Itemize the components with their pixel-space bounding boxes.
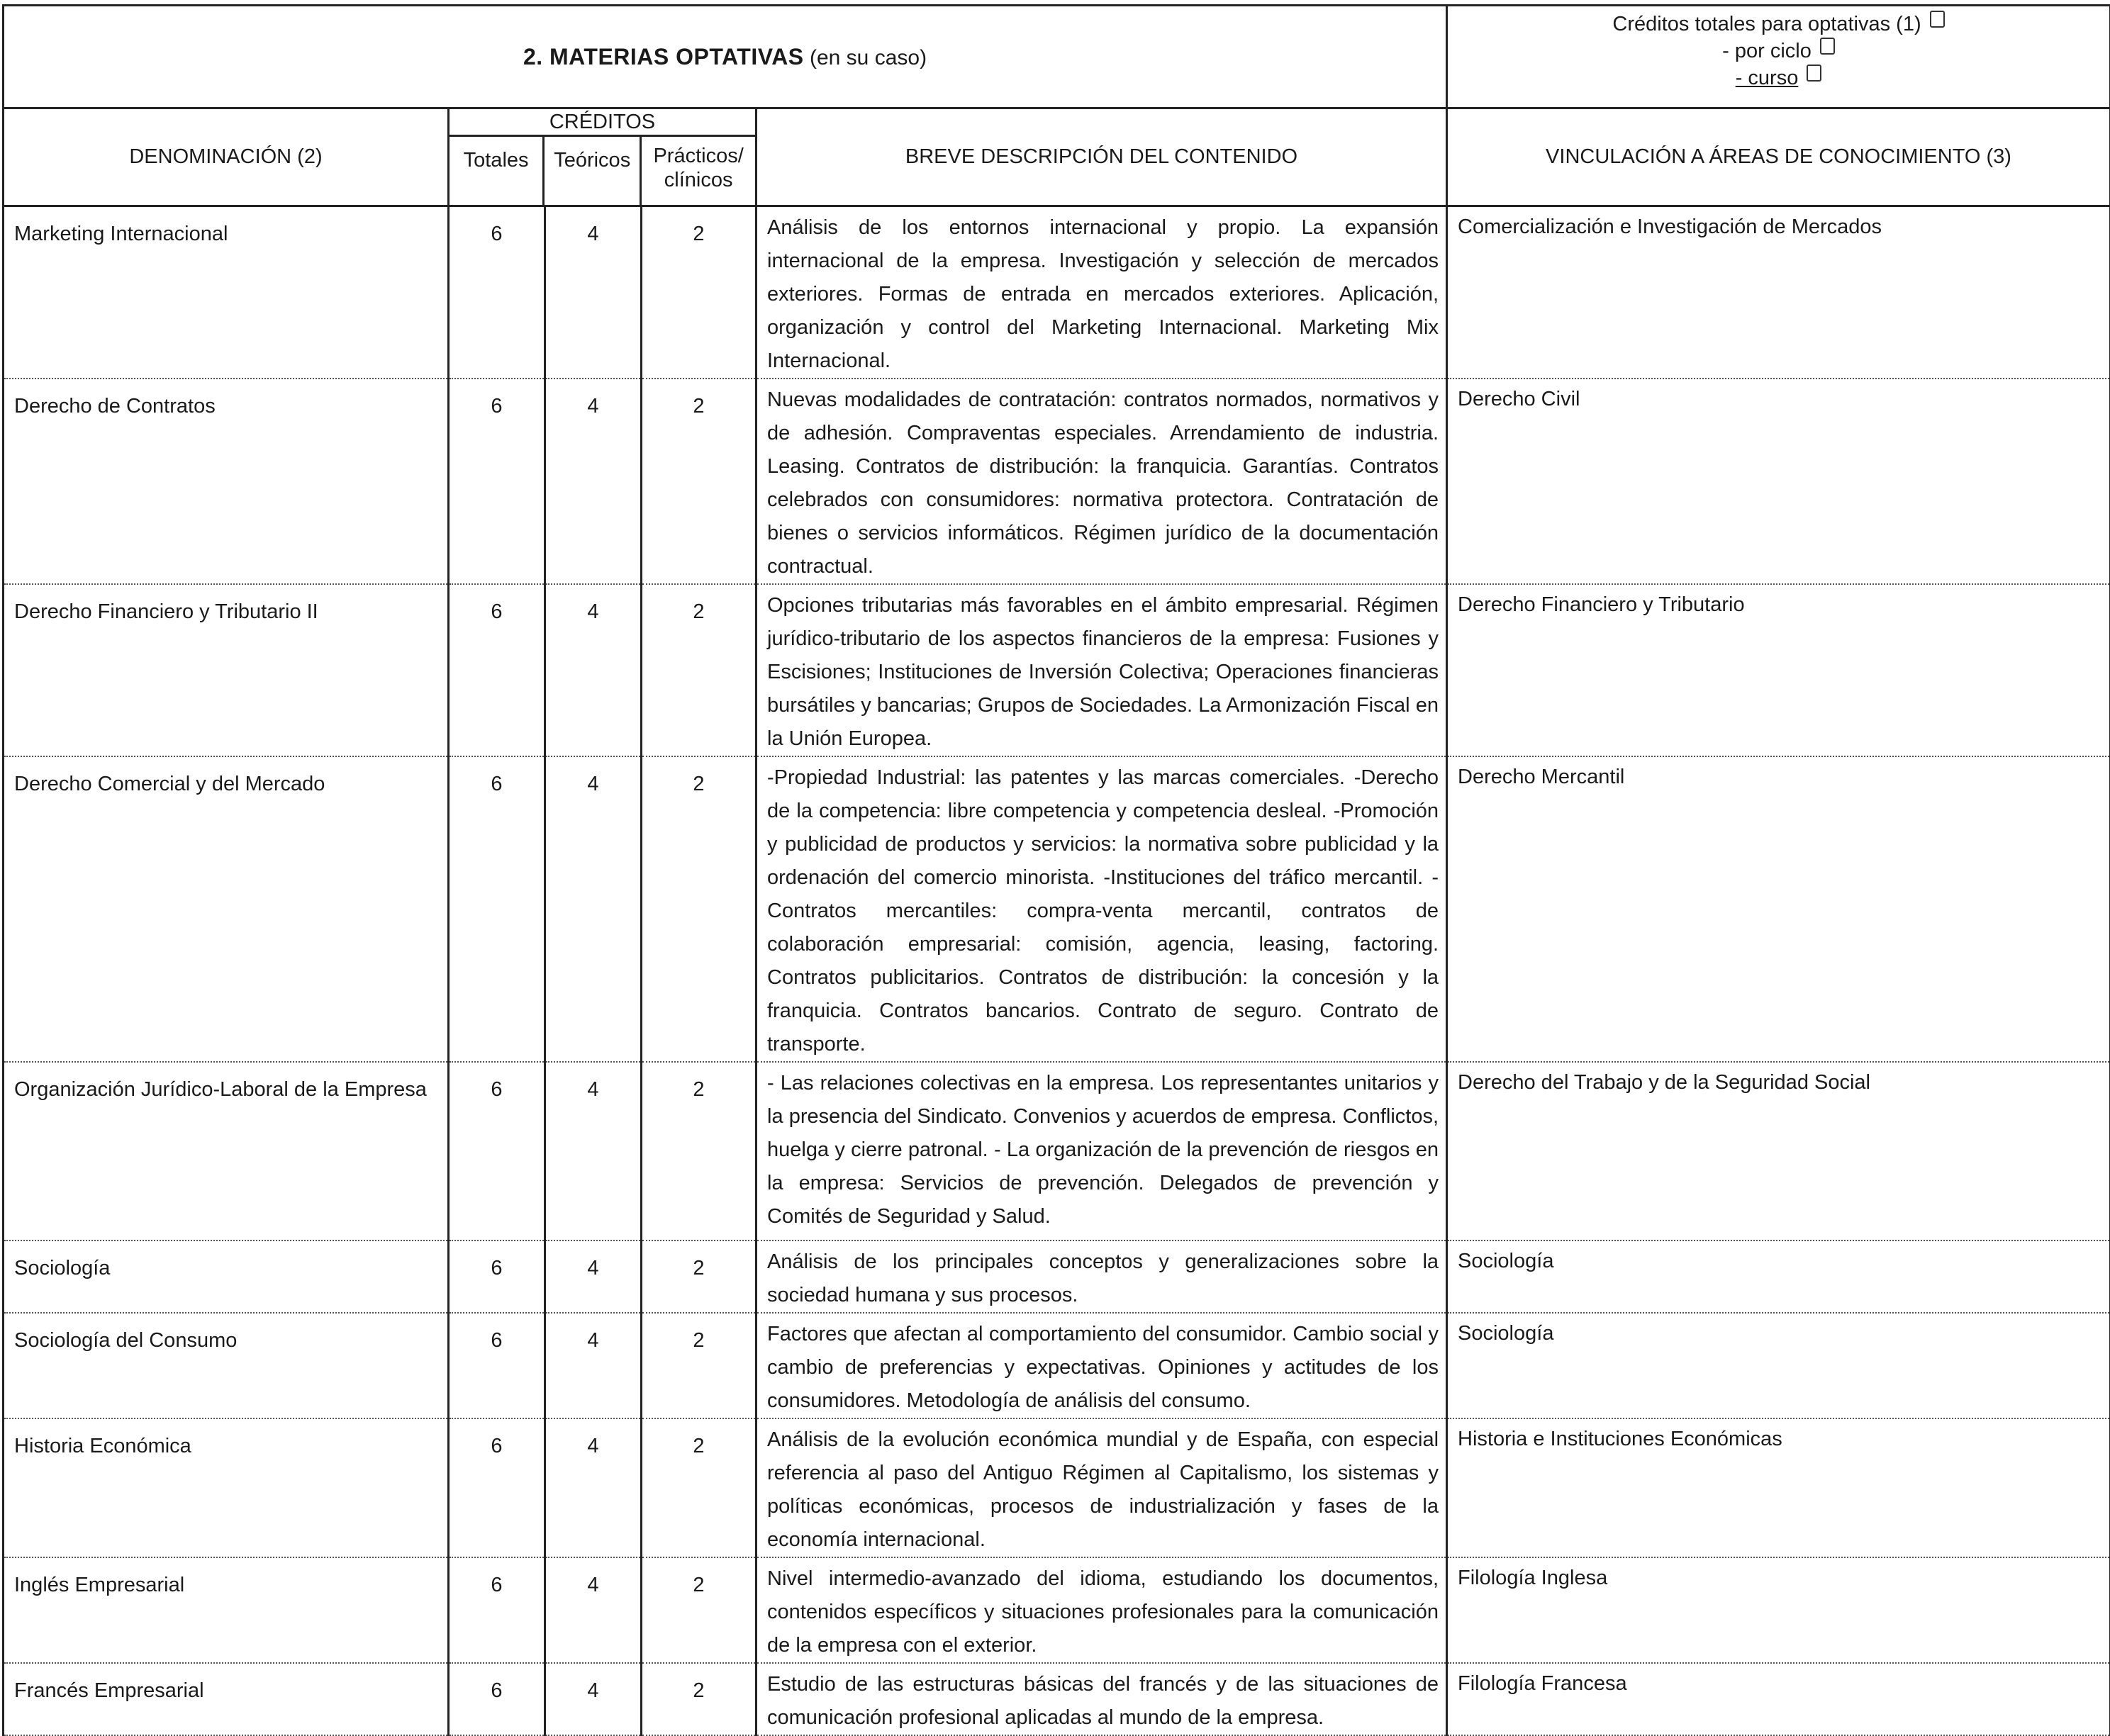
credits-teoricos: 4 (545, 756, 642, 1062)
subject-name: Organización Jurídico-Laboral de la Empresa (4, 1062, 449, 1241)
denominacion-header: DENOMINACIÓN (2) (4, 108, 449, 206)
credits-practicos: 2 (642, 1241, 757, 1313)
credits-teoricos: 4 (545, 584, 642, 756)
credits-practicos: 2 (642, 206, 757, 379)
credits-totales: 6 (449, 1663, 545, 1735)
table-row (4, 1241, 2110, 1313)
knowledge-area: Derecho Mercantil (1447, 756, 2110, 1062)
knowledge-area: Historia e Instituciones Económicas (1447, 1418, 2110, 1557)
subject-name: Francés Empresarial (4, 1663, 449, 1735)
credits-practicos: 2 (642, 756, 757, 1062)
section-title (4, 6, 1447, 108)
practicos-header: Prácticos/ clínicos (642, 137, 755, 205)
credits-practicos: 2 (642, 1557, 757, 1663)
credits-totales: 6 (449, 1418, 545, 1557)
credits-totales: 6 (449, 1062, 545, 1241)
credits-teoricos: 4 (545, 1418, 642, 1557)
knowledge-area: Sociología (1447, 1241, 2110, 1313)
subject-name: Inglés Empresarial (4, 1557, 449, 1663)
credits-practicos: 2 (642, 1062, 757, 1241)
credits-practicos: 2 (642, 1418, 757, 1557)
credits-total-label: Créditos totales para optativas (1) (1612, 13, 1921, 35)
descripcion-header: BREVE DESCRIPCIÓN DEL CONTENIDO (757, 108, 1447, 206)
credits-totales: 6 (449, 1313, 545, 1418)
credits-teoricos: 4 (545, 1557, 642, 1663)
subject-description: -Propiedad Industrial: las patentes y las marcas comerciales. -Derecho de la competencia: libre competencia y competencia desleal. -Promoción y publicidad de productos y servicios: la normativa sobre publicidad y la ordenación del comercio minorista. -Instituciones del tráfico mercantil. -Contratos mercantiles: compra-venta mercantil, contratos de colaboración empresarial: comisión, agencia, leasing, factoring. Contratos publicitarios. Contratos de distribución: la concesión y la franquicia. Contratos bancarios. Contrato de seguro. Contrato de transporte. (757, 756, 1447, 1062)
vinculacion-header: VINCULACIÓN A ÁREAS DE CONOCIMIENTO (3) (1447, 108, 2110, 206)
subject-description: Factores que afectan al comportamiento del consumidor. Cambio social y cambio de preferencias y expectativas. Opiniones y actitudes de los consumidores. Metodología de análisis del consumo. (757, 1313, 1447, 1418)
subject-description: Nuevas modalidades de contratación: contratos normados, normativos y de adhesión. Compraventas especiales. Arrendamiento de industria. Leasing. Contratos de distribución: la franquicia. Garantías. Contratos celebrados con consumidores: normativa protectora. Contratación de bienes o servicios informáticos. Régimen jurídico de la documentación contractual. (757, 379, 1447, 584)
checkbox-icon[interactable] (1807, 65, 1821, 82)
subject-name: Derecho de Contratos (4, 379, 449, 584)
creditos-header-group (449, 108, 757, 206)
credits-total-line (1448, 11, 2109, 38)
por-ciclo-label: - por ciclo (1722, 40, 1812, 62)
credits-summary (1447, 6, 2110, 108)
subject-description: Análisis de la evolución económica mundial y de España, con especial referencia al paso del Antiguo Régimen al Capitalismo, los sistemas y políticas económicas, procesos de industrialización y fases de la economía internacional. (757, 1418, 1447, 1557)
credits-totales: 6 (449, 1557, 545, 1663)
subject-name: Sociología (4, 1241, 449, 1313)
credits-teoricos: 4 (545, 379, 642, 584)
knowledge-area: Comercialización e Investigación de Mercados (1447, 206, 2110, 379)
credits-teoricos: 4 (545, 1062, 642, 1241)
knowledge-area: Filología Inglesa (1447, 1557, 2110, 1663)
knowledge-area: Derecho Civil (1447, 379, 2110, 584)
credits-totales: 6 (449, 379, 545, 584)
subject-description: - Las relaciones colectivas en la empresa. Los representantes unitarios y la presencia del Sindicato. Convenios y acuerdos de empresa. Conflictos, huelga y cierre patronal. - La organización de la prevención de riesgos en la empresa: Servicios de prevención. Delegados de prevención y Comités de Seguridad y Salud. (757, 1062, 1447, 1241)
credits-totales: 6 (449, 1241, 545, 1313)
credits-teoricos: 4 (545, 206, 642, 379)
credits-totales: 6 (449, 206, 545, 379)
knowledge-area: Derecho Financiero y Tributario (1447, 584, 2110, 756)
section-title-text: 2. MATERIAS OPTATIVAS (523, 44, 804, 69)
knowledge-area: Sociología (1447, 1313, 2110, 1418)
knowledge-area: Derecho del Trabajo y de la Seguridad Social (1447, 1062, 2110, 1241)
credits-teoricos: 4 (545, 1241, 642, 1313)
subject-description: Opciones tributarias más favorables en el ámbito empresarial. Régimen jurídico-tributario de los aspectos financieros de la empresa: Fusiones y Escisiones; Instituciones de Inversión Colectiva; Operaciones financieras bursátiles y bancarias; Grupos de Sociedades. La Armonización Fiscal en la Unión Europea. (757, 584, 1447, 756)
subject-description: Nivel intermedio-avanzado del idioma, estudiando los documentos, contenidos específicos y situaciones profesionales para la comunicación de la empresa con el exterior. (757, 1557, 1447, 1663)
credits-totales: 6 (449, 584, 545, 756)
credits-practicos: 2 (642, 1663, 757, 1735)
credits-practicos: 2 (642, 1313, 757, 1418)
knowledge-area: Filología Francesa (1447, 1663, 2110, 1735)
table-row (4, 1557, 2110, 1663)
table-row (4, 584, 2110, 756)
creditos-subheaders (450, 137, 755, 205)
subject-name: Historia Económica (4, 1418, 449, 1557)
table-row (4, 1062, 2110, 1241)
table-row (4, 379, 2110, 584)
checkbox-icon[interactable] (1820, 38, 1835, 55)
subject-name: Marketing Internacional (4, 206, 449, 379)
curso-line (1448, 65, 2109, 91)
table-row (4, 206, 2110, 379)
credits-practicos: 2 (642, 584, 757, 756)
checkbox-icon[interactable] (1930, 11, 1945, 28)
teoricos-header: Teóricos (545, 137, 642, 205)
creditos-header: CRÉDITOS (450, 109, 755, 137)
table-row (4, 1663, 2110, 1735)
subject-name: Derecho Comercial y del Mercado (4, 756, 449, 1062)
credits-totales: 6 (449, 756, 545, 1062)
credits-teoricos: 4 (545, 1663, 642, 1735)
subject-name: Sociología del Consumo (4, 1313, 449, 1418)
por-ciclo-line (1448, 38, 2109, 65)
credits-practicos: 2 (642, 379, 757, 584)
optional-subjects-table (2, 4, 2110, 1736)
table-row (4, 756, 2110, 1062)
table-row (4, 1313, 2110, 1418)
credits-teoricos: 4 (545, 1313, 642, 1418)
curso-label: - curso (1736, 67, 1799, 89)
section-title-suffix: (en su caso) (810, 46, 927, 69)
subject-description: Análisis de los entornos internacional y propio. La expansión internacional de la empresa. Investigación y selección de mercados exteriores. Formas de entrada en mercados exteriores. Aplicación, organización y control del Marketing Internacional. Marketing Mix Internacional. (757, 206, 1447, 379)
subject-description: Análisis de los principales conceptos y generalizaciones sobre la sociedad humana y sus procesos. (757, 1241, 1447, 1313)
totales-header: Totales (450, 137, 545, 205)
subject-name: Derecho Financiero y Tributario II (4, 584, 449, 756)
subject-description: Estudio de las estructuras básicas del francés y de las situaciones de comunicación profesional aplicadas al mundo de la empresa. (757, 1663, 1447, 1735)
table-row (4, 1418, 2110, 1557)
